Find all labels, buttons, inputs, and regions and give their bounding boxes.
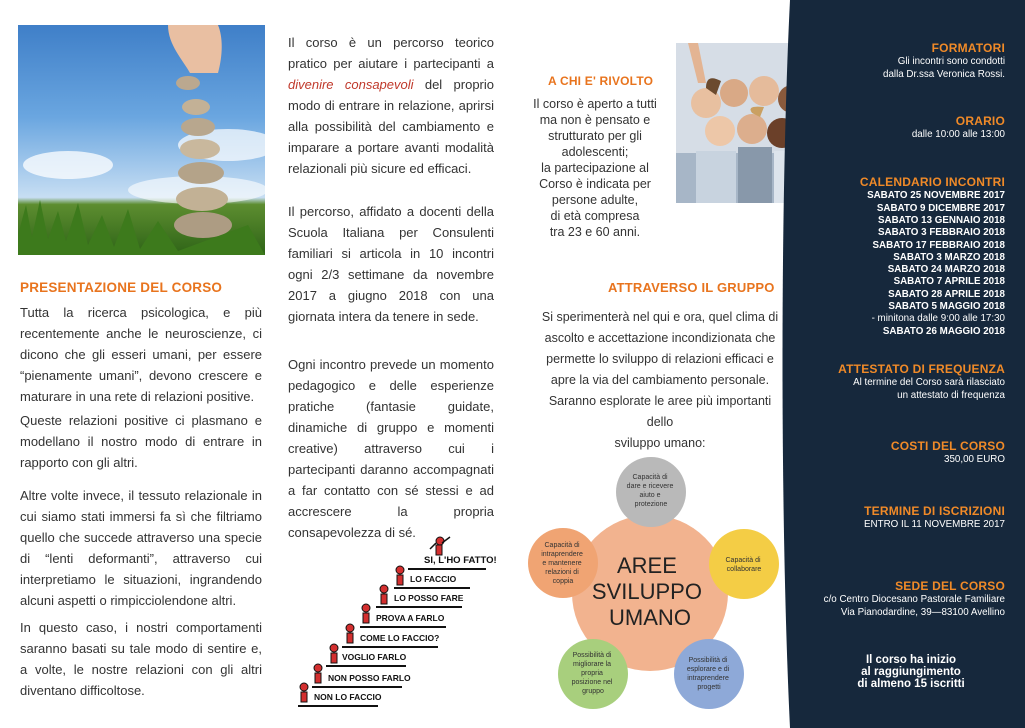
text-line: Si sperimenterà nel qui e ora, quel clima di	[541, 310, 779, 324]
formatori-line: Gli incontri sono condotti	[897, 56, 1005, 68]
text-line: Saranno esplorate le aree più importanti dello	[548, 394, 772, 429]
termine-heading: TERMINE DI ISCRIZIONI	[864, 504, 1005, 518]
formatori-section	[883, 42, 1005, 81]
attraverso-il-gruppo-text	[535, 307, 785, 454]
presentazione-paragraph-1: Tutta la ricerca psicologica, e più recentemente anche le neuroscienze, ci dicono che gli esseri umani, per essere “pienamente umani”, devono crescere e maturare in una rete di relazioni positive.	[20, 305, 262, 404]
step-label-3: COME LO FACCIO?	[360, 633, 440, 643]
costi-section	[891, 440, 1005, 467]
percorso-paragraph-3: Ogni incontro prevede un momento pedagogico e delle esperienze pratiche (fantasie guidate, dinamiche di gruppo e momenti creative) attraverso cui i partecipanti daranno accompagnati a far contatto con sé stessi e ad accrescere la propria consapevolezza di sé.	[288, 357, 494, 540]
percorso-paragraph-1-a: Il corso è un percorso teorico pratico per aiutare i partecipanti a	[288, 35, 494, 71]
label-line: progetti	[697, 684, 721, 691]
label-line: e mantenere	[542, 560, 582, 567]
center-line: AREE	[616, 553, 677, 578]
label-line: dare e ricevere	[626, 483, 674, 490]
text-line: Il corso è aperto a tutti	[533, 97, 657, 111]
orario-heading: ORARIO	[955, 114, 1005, 128]
orario-section	[912, 115, 1005, 142]
label-line: intraprendere	[541, 551, 583, 558]
percorso-paragraph-1-b: del proprio modo di entrare in relazione, aprirsi alla possibilità del cambiamento e imparare a portare avanti modalità relazionali più sicure ed efficaci.	[288, 77, 494, 176]
text-line: tra 23 e 60 anni.	[549, 225, 641, 239]
step-label-7: SI, L'HO FATTO!	[424, 555, 497, 566]
calendario-line: SABATO 25 NOVEMBRE 2017	[867, 190, 1005, 202]
label-line: migliorare la	[572, 661, 612, 668]
label-line: posizione nel	[571, 679, 613, 686]
label-line: coppia	[552, 578, 574, 585]
note-line: di almeno 15 iscritti	[857, 678, 965, 690]
diagram-right-circle	[709, 529, 779, 599]
text-line: apre la via del cambiamento personale.	[550, 373, 770, 387]
text-line: adolescenti;	[561, 145, 629, 159]
calendario-line: SABATO 26 MAGGIO 2018	[882, 325, 1005, 337]
steps-illustration	[290, 535, 500, 720]
termine-section	[864, 505, 1005, 532]
label-line: collaborare	[726, 566, 762, 573]
text-line: permette lo sviluppo di relazioni efficaci e	[546, 352, 774, 366]
label-line: intraprendere	[687, 675, 729, 682]
a-chi-e-rivolto-heading: A CHI E' RIVOLTO	[548, 74, 654, 88]
inizio-corso-note	[830, 654, 992, 690]
label-line: Capacità di	[632, 474, 668, 481]
aree-sviluppo-diagram	[525, 455, 785, 721]
panel-edge-curve	[778, 0, 818, 728]
calendario-section	[860, 176, 1005, 338]
divenire-consapevoli-highlight: divenire consapevoli	[288, 77, 414, 92]
calendario-heading: CALENDARIO INCONTRI	[859, 175, 1005, 189]
sede-heading: SEDE DEL CORSO	[895, 579, 1005, 593]
calendario-line: SABATO 3 MARZO 2018	[893, 251, 1005, 263]
percorso-paragraph-1	[288, 32, 494, 179]
note-line: Il corso ha inizio	[865, 654, 957, 666]
center-line: UMANO	[609, 605, 691, 630]
text-line: la partecipazione al	[541, 161, 649, 175]
costi-heading: COSTI DEL CORSO	[890, 439, 1005, 453]
step-label-6: LO FACCIO	[410, 574, 457, 584]
label-line: esplorare e di	[686, 666, 730, 673]
termine-line: ENTRO IL 11 NOVEMBRE 2017	[863, 519, 1005, 531]
attestato-heading: ATTESTATO DI FREQUENZA	[838, 362, 1005, 376]
label-line: Possibilità di	[572, 652, 612, 659]
costi-line: 350,00 EURO	[944, 454, 1005, 466]
text-line: Corso è indicata per	[539, 177, 651, 191]
step-label-0: NON LO FACCIO	[314, 692, 382, 702]
text-line: sviluppo umano:	[614, 436, 706, 450]
label-line: gruppo	[582, 688, 604, 695]
sede-section	[824, 580, 1005, 619]
stacked-stones-illustration	[18, 25, 265, 255]
label-line: Capacità di	[725, 557, 761, 564]
calendario-line: SABATO 7 APRILE 2018	[893, 276, 1005, 288]
calendario-line: SABATO 28 APRILE 2018	[888, 288, 1005, 300]
presentazione-paragraph-2: Queste relazioni positive ci plasmano e modellano il nostro modo di entrare in rapporto con gli altri.	[20, 413, 262, 470]
presentazione-paragraph-4: In questo caso, i nostri comportamenti saranno basati su tale modo di sentire e, a volte, le nostre relazioni con gli altri diventano difficoltose.	[20, 620, 262, 698]
stick-figures-icon	[290, 535, 500, 720]
step-label-2: VOGLIO FARLO	[342, 652, 407, 662]
sede-line: Via Pianodardine, 39—83100 Avellino	[840, 606, 1005, 618]
percorso-paragraph-2: Il percorso, affidato a docenti della Scuola Italiana per Consulenti familiari si articola in 10 incontri ogni 2/3 settimane da novembre 2017 a giugno 2018 con una giornata intera da tenere in sede.	[288, 204, 494, 324]
text-line: di età compresa	[550, 209, 640, 223]
orario-line: dalle 10:00 alle 13:00	[911, 129, 1005, 141]
attraverso-il-gruppo-heading: ATTRAVERSO IL GRUPPO	[608, 280, 775, 295]
label-line: Capacità di	[544, 542, 580, 549]
a-chi-e-rivolto-text	[530, 96, 660, 240]
formatori-heading: FORMATORI	[931, 41, 1005, 55]
label-line: protezione	[634, 501, 668, 508]
label-line: aiuto e	[639, 492, 661, 499]
calendario-line: SABATO 9 DICEMBRE 2017	[876, 202, 1005, 214]
attestato-line: un attestato di frequenza	[897, 389, 1005, 401]
formatori-line: dalla Dr.ssa Veronica Rossi.	[883, 68, 1005, 80]
text-line: persone adulte,	[551, 193, 639, 207]
presentazione-heading: PRESENTAZIONE DEL CORSO	[20, 280, 223, 295]
label-line: Possibilità di	[688, 657, 728, 664]
attestato-line: Al termine del Corso sarà rilasciato	[853, 377, 1005, 389]
label-line: relazioni di	[545, 569, 579, 576]
presentazione-paragraph-3: Altre volte invece, il tessuto relazionale in cui siamo stati immersi fa sì che filtriamo quello che succede attraverso una specie di “lenti deformanti”, attraverso cui interpretiamo le situazioni, ingrandendo alcuni aspetti o rimpicciolendone altri.	[20, 488, 262, 608]
stacked-stones-photo	[18, 25, 265, 255]
text-line: ma non è pensato e	[539, 113, 651, 127]
calendario-line: SABATO 24 MARZO 2018	[887, 264, 1005, 276]
attestato-section	[838, 363, 1005, 402]
diagram-bottom-right-circle	[674, 639, 744, 709]
note-line: al raggiungimento	[861, 666, 961, 678]
step-label-5: LO POSSO FARE	[394, 593, 464, 603]
text-line: ascolto e accettazione incondizionata che	[544, 331, 776, 345]
calendario-line: SABATO 3 FEBBRAIO 2018	[877, 227, 1005, 239]
text-line: strutturato per gli	[548, 129, 642, 143]
calendario-line: SABATO 17 FEBBRAIO 2018	[872, 239, 1005, 251]
calendario-line: SABATO 5 MAGGIO 2018	[888, 301, 1005, 313]
label-line: propria	[581, 670, 603, 677]
step-label-4: PROVA A FARLO	[376, 613, 445, 623]
sede-line: c/o Centro Diocesano Pastorale Familiare	[823, 594, 1005, 606]
center-line: SVILUPPO	[591, 579, 702, 604]
calendario-line: SABATO 13 GENNAIO 2018	[877, 215, 1005, 226]
calendario-line: - minitona dalle 9:00 alle 17:30	[871, 313, 1005, 325]
step-label-1: NON POSSO FARLO	[328, 673, 411, 683]
